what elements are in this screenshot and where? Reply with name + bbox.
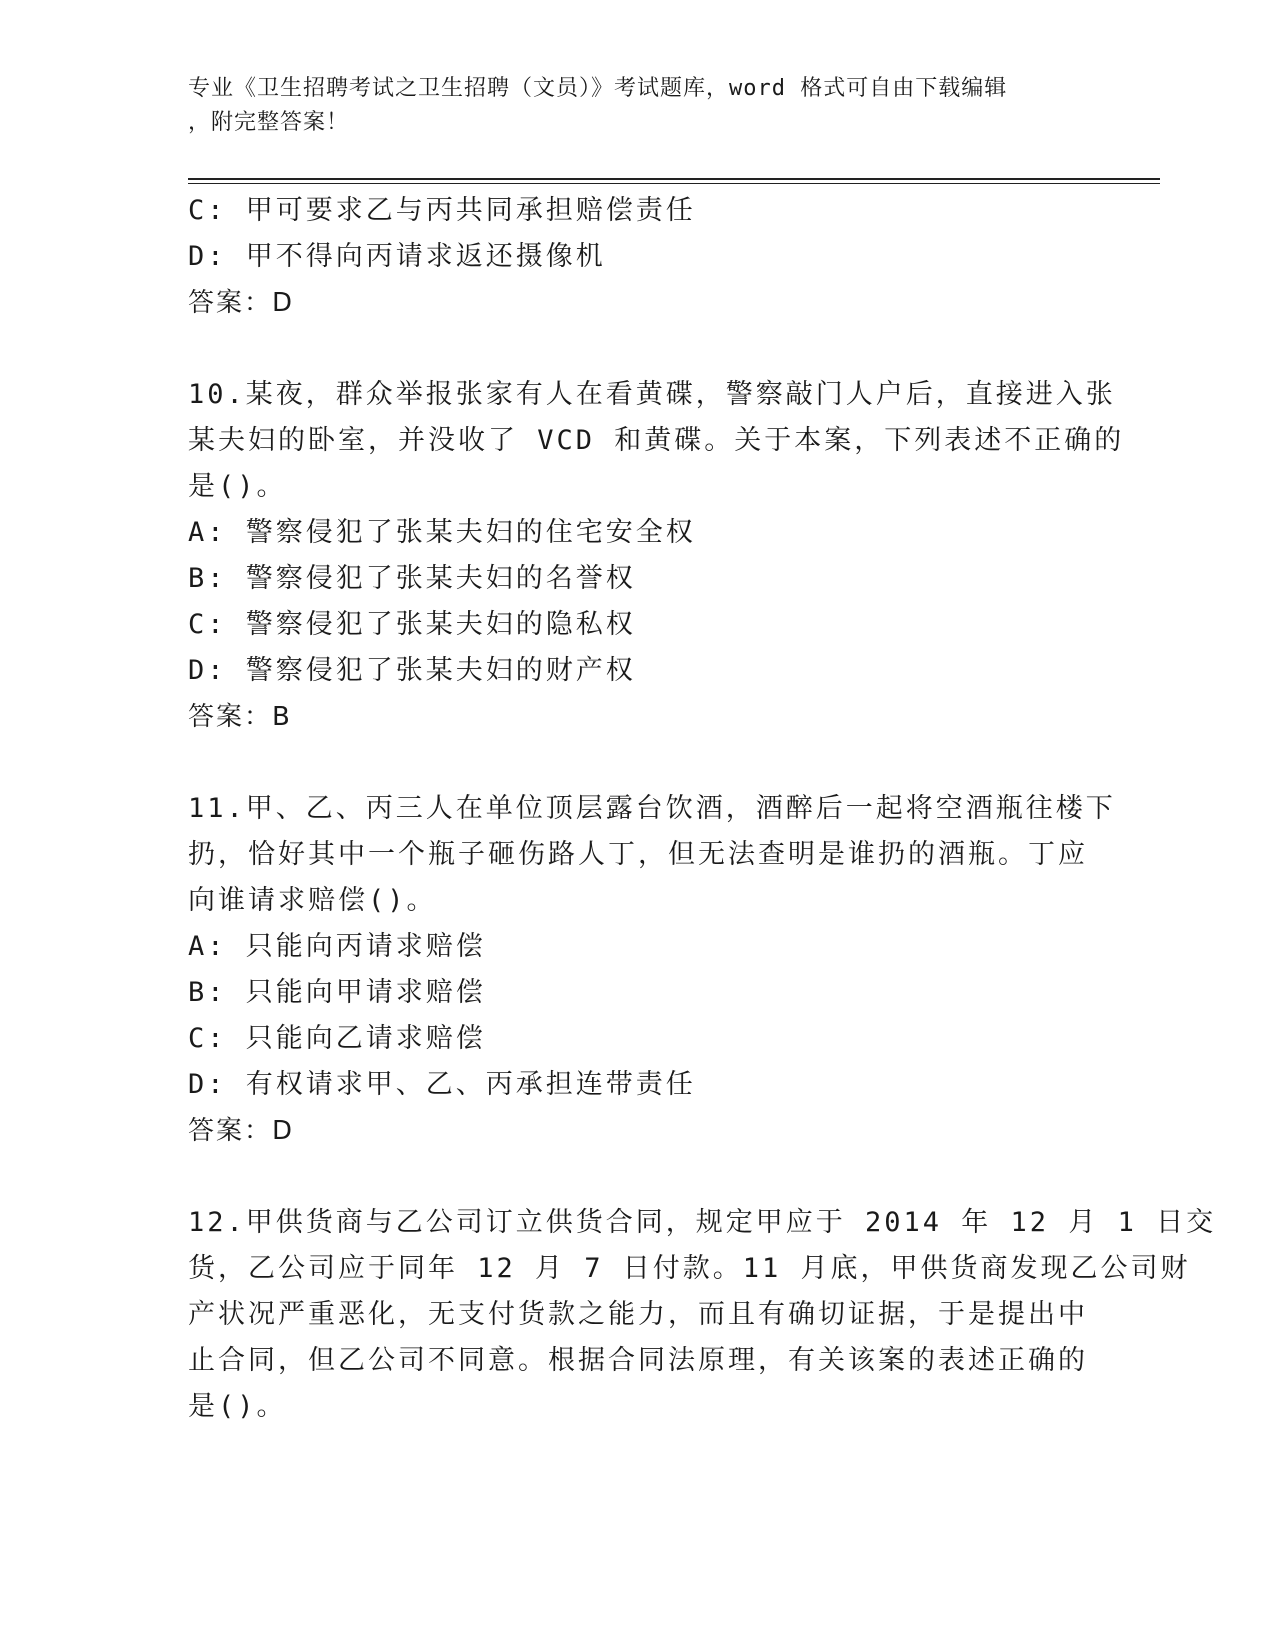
question-10-line-3: 是()。 <box>188 471 287 502</box>
option-label: D: <box>188 241 227 272</box>
option-text: 警察侵犯了张某夫妇的隐私权 <box>245 609 636 640</box>
option-text: 警察侵犯了张某夫妇的名誉权 <box>245 563 636 594</box>
question-12-line-5: 是()。 <box>188 1391 287 1422</box>
option-c <box>188 1016 1088 1062</box>
option-d <box>188 234 1088 280</box>
option-c <box>188 188 1088 234</box>
question-content <box>188 188 1217 1430</box>
question-11-line-2: 扔，恰好其中一个瓶子砸伤路人丁，但无法查明是谁扔的酒瓶。丁应 <box>188 839 1088 870</box>
spacer <box>188 326 1088 372</box>
option-text: 警察侵犯了张某夫妇的财产权 <box>245 655 636 686</box>
question-12-line-3: 产状况严重恶化，无支付货款之能力，而且有确切证据，于是提出中 <box>188 1299 1088 1330</box>
answer-line: 答案：D <box>188 288 295 318</box>
option-b <box>188 556 1088 602</box>
option-b <box>188 970 1088 1016</box>
option-label: B: <box>188 563 227 594</box>
spacer <box>188 1154 1088 1200</box>
option-text: 只能向丙请求赔偿 <box>245 931 486 962</box>
option-label: A: <box>188 517 227 548</box>
question-11-line-1: 11.甲、乙、丙三人在单位顶层露台饮酒，酒醉后一起将空酒瓶往楼下 <box>188 793 1116 824</box>
option-text: 甲可要求乙与丙共同承担赔偿责任 <box>245 195 696 226</box>
question-11-line-3: 向谁请求赔偿()。 <box>188 885 437 916</box>
option-label: D: <box>188 1069 227 1100</box>
option-label: D: <box>188 655 227 686</box>
option-label: A: <box>188 931 227 962</box>
option-d <box>188 1062 1088 1108</box>
header-line-2: ，附完整答案！ <box>188 110 350 135</box>
question-12-line-4: 止合同，但乙公司不同意。根据合同法原理，有关该案的表述正确的 <box>188 1345 1088 1376</box>
option-text: 只能向甲请求赔偿 <box>245 977 486 1008</box>
option-a <box>188 510 1088 556</box>
answer-line: 答案：B <box>188 702 292 732</box>
option-label: C: <box>188 609 227 640</box>
question-10-line-2: 某夫妇的卧室，并没收了 VCD 和黄碟。关于本案，下列表述不正确的 <box>188 425 1125 456</box>
option-label: C: <box>188 1023 227 1054</box>
answer-line: 答案：D <box>188 1116 295 1146</box>
option-text: 有权请求甲、乙、丙承担连带责任 <box>245 1069 696 1100</box>
option-d <box>188 648 1088 694</box>
header-line-1: 专业《卫生招聘考试之卫生招聘（文员）》考试题库，word 格式可自由下载编辑 <box>188 76 1008 101</box>
header-divider <box>188 178 1160 180</box>
question-12-line-2: 货，乙公司应于同年 12 月 7 日付款。11 月底，甲供货商发现乙公司财 <box>188 1253 1191 1284</box>
option-label: B: <box>188 977 227 1008</box>
option-text: 甲不得向丙请求返还摄像机 <box>245 241 606 272</box>
option-label: C: <box>188 195 227 226</box>
option-text: 警察侵犯了张某夫妇的住宅安全权 <box>245 517 696 548</box>
spacer <box>188 740 1088 786</box>
option-a <box>188 924 1088 970</box>
header-divider-thin <box>188 183 1160 184</box>
question-12-line-1: 12.甲供货商与乙公司订立供货合同，规定甲应于 2014 年 12 月 1 日交 <box>188 1207 1217 1238</box>
page-header <box>188 72 1088 140</box>
question-10-line-1: 10.某夜，群众举报张家有人在看黄碟，警察敲门人户后，直接进入张 <box>188 379 1116 410</box>
option-text: 只能向乙请求赔偿 <box>245 1023 486 1054</box>
option-c <box>188 602 1088 648</box>
